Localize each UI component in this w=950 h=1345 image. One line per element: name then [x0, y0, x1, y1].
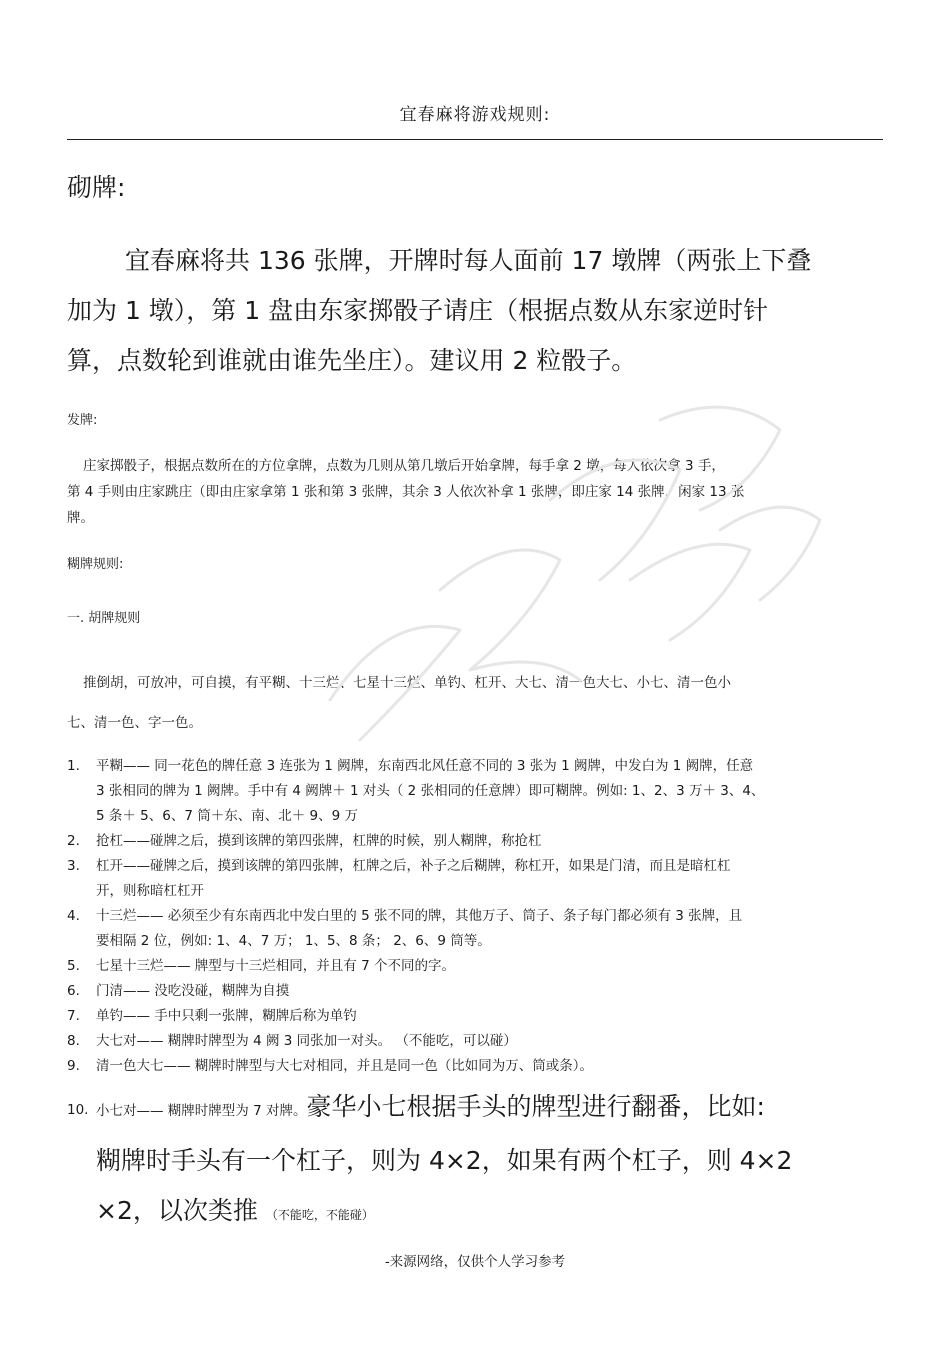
- list-item-number: 9.: [67, 1058, 80, 1074]
- hupai-line: 七、清一色、字一色。: [67, 715, 202, 731]
- list-item: [67, 954, 887, 979]
- qipai-line: 算，点数轮到谁就由谁先坐庄）。建议用 2 粒骰子。: [67, 346, 637, 375]
- title-divider: [67, 139, 883, 140]
- list-item-10-big-line: 豪华小七根据手头的牌型进行翻番，比如:: [306, 1092, 765, 1121]
- list-item-text: 要相隔 2 位，例如: 1、4、7 万； 1、5、8 条； 2、6、9 筒等。: [96, 933, 491, 949]
- list-item-number: 5.: [67, 958, 80, 974]
- list-item-number: 3.: [67, 858, 80, 874]
- list-item-text: 3 张相同的牌为 1 阙牌。手中有 4 阙牌＋ 1 对头（ 2 张相同的任意牌）即可糊牌。例如: 1、2、3 万＋ 3、4、: [96, 783, 765, 799]
- list-item: [67, 979, 887, 1004]
- fapai-line: 牌。: [67, 510, 94, 526]
- list-item-10-note: （不能吃，不能碰）: [265, 1208, 374, 1222]
- list-item-number: 6.: [67, 983, 80, 999]
- list-item-text: 单钓—— 手中只剩一张牌，糊牌后称为单钓: [96, 1008, 357, 1024]
- list-item: [67, 854, 887, 904]
- footer-note: -来源网络，仅供个人学习参考: [384, 1254, 566, 1270]
- list-item: [67, 829, 887, 854]
- list-item-10-body: [67, 1082, 897, 1240]
- page-title: 宜春麻将游戏规则:: [399, 105, 551, 125]
- list-item-10: [67, 1082, 897, 1240]
- list-item-number: 7.: [67, 1008, 80, 1024]
- hupai-line: 推倒胡，可放冲，可自摸，有平糊、十三烂、七星十三烂、单钓、杠开、大七、清一色大七、小七、清一色小: [83, 675, 731, 691]
- list-item-number: 10.: [67, 1102, 89, 1118]
- list-item-text: 5 条＋ 5、6、7 筒＋东、南、北＋ 9、9 万: [96, 808, 358, 824]
- list-item: [67, 904, 887, 954]
- section-heading-qipai: 砌牌:: [67, 173, 126, 202]
- qipai-line: 加为 1 墩），第 1 盘由东家掷骰子请庄（根据点数从东家逆时针: [67, 296, 769, 325]
- list-item-10-big-line: ×2，以次类推: [96, 1196, 258, 1225]
- list-item-text: 十三烂—— 必须至少有东南西北中发白里的 5 张不同的牌，其他万子、筒子、条子每门都必须有 3 张牌，且: [96, 908, 743, 924]
- list-item-text: 清一色大七—— 糊牌时牌型与大七对相同，并且是同一色（比如同为万、筒或条）。: [96, 1058, 594, 1074]
- list-item-10-big-line: 糊牌时手头有一个杠子，则为 4×2，如果有两个杠子，则 4×2: [96, 1146, 793, 1175]
- section-heading-fapai: 发牌:: [67, 413, 98, 428]
- fapai-line: 庄家掷骰子，根据点数所在的方位拿牌，点数为几则从第几墩后开始拿牌，每手拿 2 墩，每人依次拿 3 手，: [83, 458, 725, 474]
- fapai-line: 第 4 手则由庄家跳庄（即由庄家拿第 1 张和第 3 张牌，其余 3 人依次补拿 1 张牌，即庄家 14 张牌，闲家 13 张: [67, 484, 745, 500]
- subheading-hupai-rules: 一. 胡牌规则: [67, 611, 141, 626]
- list-item-text: 平糊—— 同一花色的牌任意 3 连张为 1 阙牌，东南西北风任意不同的 3 张为 1 阙牌，中发白为 1 阙牌，任意: [96, 758, 754, 774]
- section-heading-hupai: 糊牌规则:: [67, 557, 124, 572]
- list-item-text: 大七对—— 糊牌时牌型为 4 阙 3 同张加一对头。 （不能吃，可以碰）: [96, 1033, 517, 1049]
- list-item-text: 抢杠——碰牌之后，摸到该牌的第四张牌，杠牌的时候，别人糊牌，称抢杠: [96, 833, 542, 849]
- qipai-paragraph: [67, 236, 887, 386]
- list-item: [67, 1029, 887, 1054]
- list-item: [67, 1004, 887, 1029]
- qipai-line: 宜春麻将共 136 张牌，开牌时每人面前 17 墩牌（两张上下叠: [125, 246, 812, 275]
- list-item-text: 开，则称暗杠杠开: [96, 883, 204, 899]
- list-item-number: 8.: [67, 1033, 80, 1049]
- list-item-text: 杠开——碰牌之后，摸到该牌的第四张牌，杠牌之后，补子之后糊牌，称杠开，如果是门清，而且是暗杠杠: [96, 858, 731, 874]
- list-item-number: 4.: [67, 908, 80, 924]
- fapai-paragraph: [67, 453, 887, 531]
- list-item-text: 七星十三烂—— 牌型与十三烂相同，并且有 7 个不同的字。: [96, 958, 455, 974]
- list-item-text: 门清—— 没吃没碰，糊牌为自摸: [96, 983, 290, 999]
- rules-list: [67, 754, 887, 1079]
- hupai-paragraph: [67, 663, 887, 743]
- list-item-number: 1.: [67, 758, 80, 774]
- list-item-number: 2.: [67, 833, 80, 849]
- list-item-10-lead: 小七对—— 糊牌时牌型为 7 对牌。: [96, 1103, 307, 1119]
- list-item: [67, 754, 887, 829]
- list-item: [67, 1054, 887, 1079]
